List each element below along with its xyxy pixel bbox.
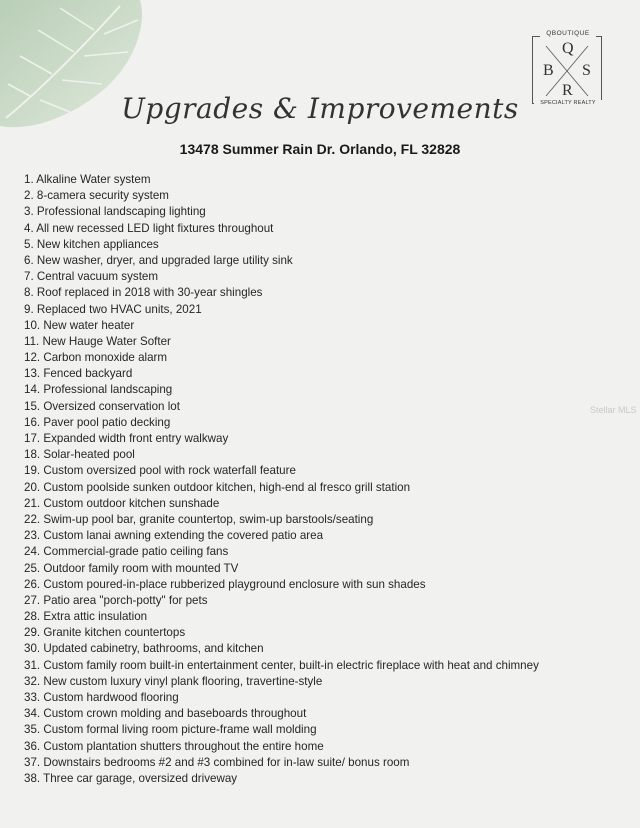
list-item: 25. Outdoor family room with mounted TV xyxy=(24,561,239,575)
list-item: 4. All new recessed LED light fixtures throughout xyxy=(24,221,274,235)
list-item: 2. 8-camera security system xyxy=(24,189,169,203)
list-item: 32. New custom luxury vinyl plank flooring, travertine-style xyxy=(24,674,323,688)
list-item: 21. Custom outdoor kitchen sunshade xyxy=(24,496,220,510)
list-item: 20. Custom poolside sunken outdoor kitchen, high-end al fresco grill station xyxy=(24,480,411,494)
list-item: 30. Updated cabinetry, bathrooms, and kitchen xyxy=(24,642,264,656)
list-item: 23. Custom lanai awning extending the covered patio area xyxy=(24,529,324,543)
logo-letter-s: S xyxy=(582,62,591,79)
list-item: 29. Granite kitchen countertops xyxy=(24,626,186,640)
page-title: Upgrades & Improvements xyxy=(121,92,519,125)
list-item: 31. Custom family room built-in entertainment center, built-in electric fireplace with heat and chimney xyxy=(24,658,539,672)
list-item: 38. Three car garage, oversized driveway xyxy=(24,771,238,785)
list-item: 33. Custom hardwood flooring xyxy=(24,691,179,704)
logo-bottom-text: SPECIALTY REALTY xyxy=(534,100,602,106)
mls-watermark: Stellar MLS xyxy=(590,405,637,415)
logo-letter-r: R xyxy=(562,82,573,99)
list-item: 19. Custom oversized pool with rock waterfall feature xyxy=(24,464,296,478)
list-item: 9. Replaced two HVAC units, 2021 xyxy=(24,302,202,316)
list-item: 8. Roof replaced in 2018 with 30-year shingles xyxy=(24,286,263,300)
list-item: 34. Custom crown molding and baseboards throughout xyxy=(24,707,307,721)
list-item: 3. Professional landscaping lighting xyxy=(24,205,206,219)
list-item: 26. Custom poured-in-place rubberized playground enclosure with sun shades xyxy=(24,577,426,591)
list-item: 37. Downstairs bedrooms #2 and #3 combined for in-law suite/ bonus room xyxy=(24,755,410,769)
upgrades-list xyxy=(24,172,539,787)
property-address: 13478 Summer Rain Dr. Orlando, FL 32828 xyxy=(179,141,461,157)
logo-top-text: QBOUTIQUE xyxy=(540,30,596,37)
list-item: 11. New Hauge Water Softer xyxy=(24,334,171,348)
list-item: 5. New kitchen appliances xyxy=(24,237,159,251)
logo-letter-b: B xyxy=(543,62,554,79)
list-item: 1. Alkaline Water system xyxy=(24,173,151,186)
list-item: 24. Commercial-grade patio ceiling fans xyxy=(24,545,229,559)
list-item: 17. Expanded width front entry walkway xyxy=(24,432,229,445)
list-item: 13. Fenced backyard xyxy=(24,367,133,381)
list-item: 7. Central vacuum system xyxy=(24,270,159,284)
list-item: 16. Paver pool patio decking xyxy=(24,415,171,429)
list-item: 28. Extra attic insulation xyxy=(24,610,148,624)
list-item: 18. Solar-heated pool xyxy=(24,448,135,462)
list-item: 22. Swim-up pool bar, granite countertop, swim-up barstools/seating xyxy=(24,512,374,526)
list-item: 15. Oversized conservation lot xyxy=(24,399,180,413)
list-item: 14. Professional landscaping xyxy=(24,383,173,397)
list-item: 6. New washer, dryer, and upgraded large utility sink xyxy=(24,253,293,267)
list-item: 12. Carbon monoxide alarm xyxy=(24,351,168,365)
list-item: 36. Custom plantation shutters throughout the entire home xyxy=(24,739,324,753)
list-item: 35. Custom formal living room picture-frame wall molding xyxy=(24,723,317,737)
list-item: 27. Patio area "porch-potty" for pets xyxy=(24,593,208,607)
list-item: 10. New water heater xyxy=(24,318,135,332)
logo-letter-q: Q xyxy=(562,40,574,57)
